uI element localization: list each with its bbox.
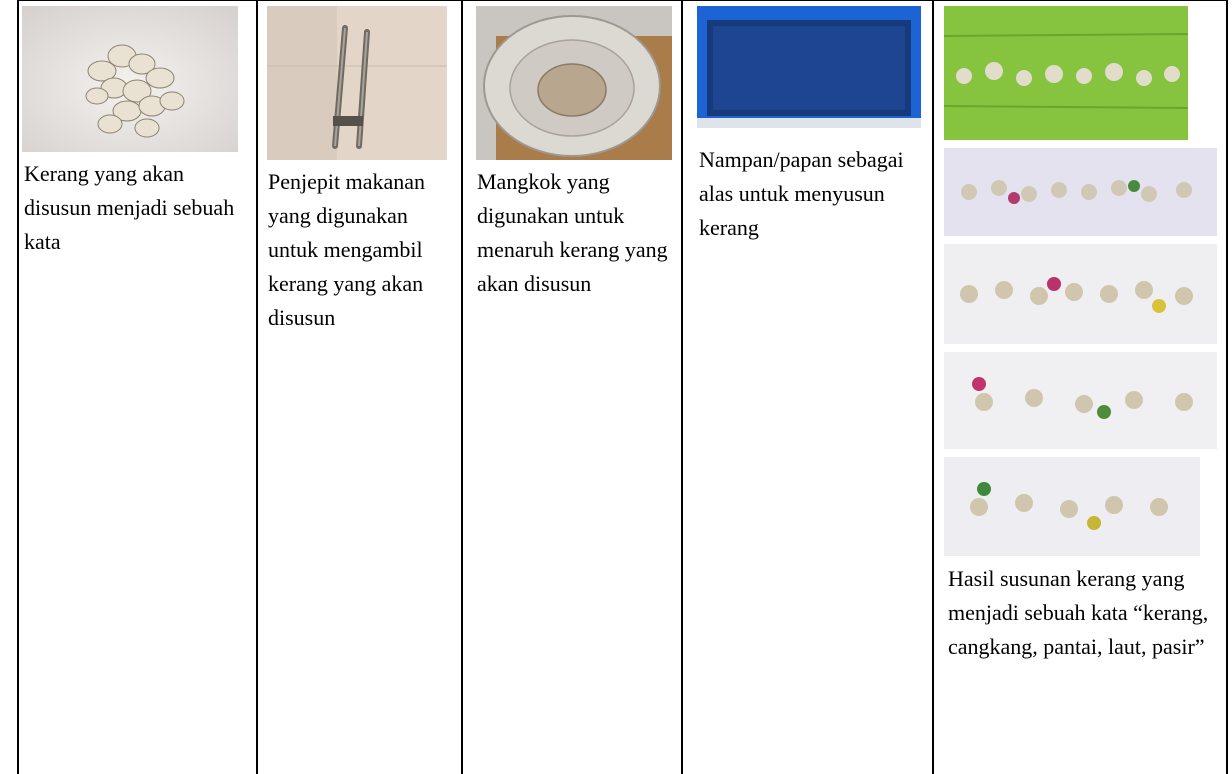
table-border-right: [1226, 0, 1228, 774]
bowl-caption: Mangkok yang digunakan untuk menaruh kerang yang akan disusun: [477, 169, 668, 296]
laut-photo: [944, 352, 1217, 449]
shells-caption: Kerang yang akan disusun menjadi sebuah kata: [24, 161, 235, 254]
pantai-photo: [944, 244, 1217, 344]
table-border-left: [17, 0, 19, 774]
table-border-top: [17, 0, 1228, 1]
cangkang-photo: [944, 148, 1217, 236]
shells-photo: [22, 6, 238, 152]
table-border-col4: [681, 0, 683, 774]
tongs-caption: Penjepit makanan yang digunakan untuk mengambil kerang yang akan disusun: [268, 169, 426, 330]
kerang-photo: [944, 6, 1188, 140]
table-border-col2: [256, 0, 258, 774]
results-caption: Hasil susunan kerang yang menjadi sebuah kata “kerang, cangkang, pantai, laut, pasir”: [948, 566, 1209, 659]
bowl-photo: [476, 6, 672, 160]
pasir-photo: [944, 457, 1200, 556]
table-border-col3: [461, 0, 463, 774]
table-border-col5: [932, 0, 934, 774]
tongs-photo: [267, 6, 447, 160]
tray-photo: [697, 6, 921, 128]
tray-caption: Nampan/papan sebagai alas untuk menyusun kerang: [699, 147, 904, 240]
